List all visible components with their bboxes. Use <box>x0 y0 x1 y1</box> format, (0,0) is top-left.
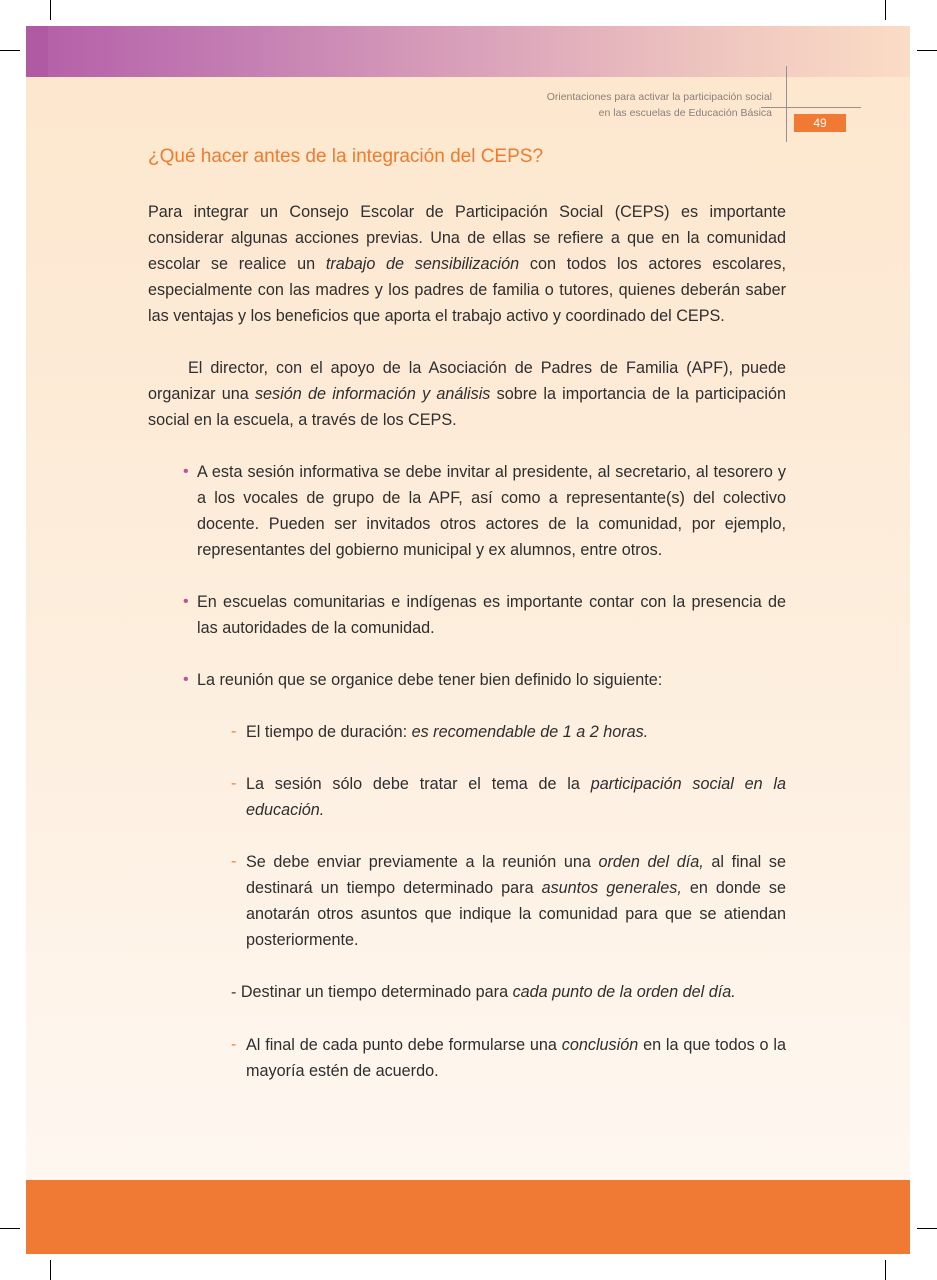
dash-item-5 <box>231 1032 786 1084</box>
page-content <box>148 142 786 1084</box>
crop-mark <box>885 0 886 20</box>
dash-item-3-text-b: al final se destinará un tiempo determinado para <box>246 853 786 897</box>
bullet-item-3-text: La reunión que se organice debe tener bien definido lo siguiente: <box>197 671 663 689</box>
running-header <box>547 90 772 121</box>
bullet-item-2 <box>183 589 786 641</box>
dash-item-1 <box>231 719 786 745</box>
crop-mark <box>885 1260 886 1280</box>
dash-item-1-emphasis: es recomendable de 1 a 2 horas. <box>411 723 649 741</box>
crop-mark <box>917 1228 937 1229</box>
paragraph-1 <box>148 199 786 329</box>
dash-item-3-emphasis-1: orden del día, <box>598 853 704 871</box>
dash-item-4-emphasis: cada punto de la orden del día. <box>512 983 736 1001</box>
document-page <box>26 26 910 1254</box>
bullet-marker: • <box>183 671 189 688</box>
section-title: ¿Qué hacer antes de la integración del CEPS? <box>148 146 544 167</box>
page-number: 49 <box>794 114 846 132</box>
paragraph-1-text-a: Para integrar un Consejo Escolar de Participación Social (CEPS) es importante considerar algunas acciones previas. Una de ellas se refiere a que en la comunidad escolar se realice un <box>148 203 786 273</box>
paragraph-2 <box>148 355 786 433</box>
crop-mark <box>50 0 51 20</box>
dash-marker: - <box>231 775 237 792</box>
dash-item-3-text-c: en donde se anotarán otros asuntos que indique la comunidad para que se atiendan posteriormente. <box>246 879 786 949</box>
dash-item-5-emphasis: conclusión <box>561 1036 639 1054</box>
running-header-line1: Orientaciones para activar la participación social <box>546 91 772 103</box>
top-band-edge <box>26 26 48 77</box>
dash-item-4-text: Destinar un tiempo determinado para <box>240 983 513 1001</box>
header-horizontal-rule <box>761 107 861 108</box>
dash-marker: - <box>231 1036 237 1053</box>
header-vertical-rule <box>786 66 787 142</box>
paragraph-2-emphasis: sesión de información y análisis <box>254 385 491 403</box>
dash-marker: - <box>231 853 237 870</box>
top-color-band <box>26 26 910 77</box>
dash-item-5-text-b: en la que todos o la mayoría estén de acuerdo. <box>246 1036 786 1080</box>
paragraph-1-text-b: con todos los actores escolares, especialmente con las madres y los padres de familia o tutores, quienes deberán saber las ventajas y los beneficios que aporta el trabajo activo y coordinado del CEPS. <box>148 255 786 325</box>
bullet-item-3 <box>183 667 786 693</box>
crop-mark <box>50 1260 51 1280</box>
dash-item-2-text: La sesión sólo debe tratar el tema de la <box>246 775 591 793</box>
crop-mark <box>0 1228 20 1229</box>
dash-item-1-text: El tiempo de duración: <box>246 723 412 741</box>
running-header-line2: en las escuelas de Educación Básica <box>598 106 772 119</box>
dash-item-2-emphasis: participación social en la educación. <box>246 775 786 819</box>
dash-item-2 <box>231 771 786 823</box>
paragraph-1-emphasis: trabajo de sensibilización <box>325 255 520 273</box>
dash-item-4 <box>231 979 786 1006</box>
dash-marker: - <box>231 984 237 1001</box>
crop-mark <box>917 50 937 51</box>
dash-marker: - <box>231 723 237 740</box>
bottom-color-band <box>26 1180 910 1254</box>
dash-item-5-text-a: Al final de cada punto debe formularse una <box>246 1036 562 1054</box>
bullet-marker: • <box>183 463 189 480</box>
bullet-marker: • <box>183 593 189 610</box>
crop-mark <box>0 50 20 51</box>
dash-item-3-text-a: Se debe enviar previamente a la reunión una <box>246 853 599 871</box>
bullet-item-2-text: En escuelas comunitarias e indígenas es importante contar con la presencia de las autoridades de la comunidad. <box>197 593 786 637</box>
dash-item-3 <box>231 849 786 953</box>
dash-item-3-emphasis-2: asuntos generales, <box>541 879 682 897</box>
paragraph-2-text-b: sobre la importancia de la participación social en la escuela, a través de los CEPS. <box>148 385 786 429</box>
bullet-item-1-text: A esta sesión informativa se debe invitar al presidente, al secretario, al tesorero y a los vocales de grupo de la APF, así como a representante(s) del colectivo docente. Pueden ser invitados otros actores de la comunidad, por ejemplo, representantes del gobierno municipal y ex alumnos, entre otros. <box>197 463 786 559</box>
bullet-item-1 <box>183 459 786 563</box>
paragraph-2-text-a: El director, con el apoyo de la Asociación de Padres de Familia (APF), puede organizar una <box>148 359 786 403</box>
